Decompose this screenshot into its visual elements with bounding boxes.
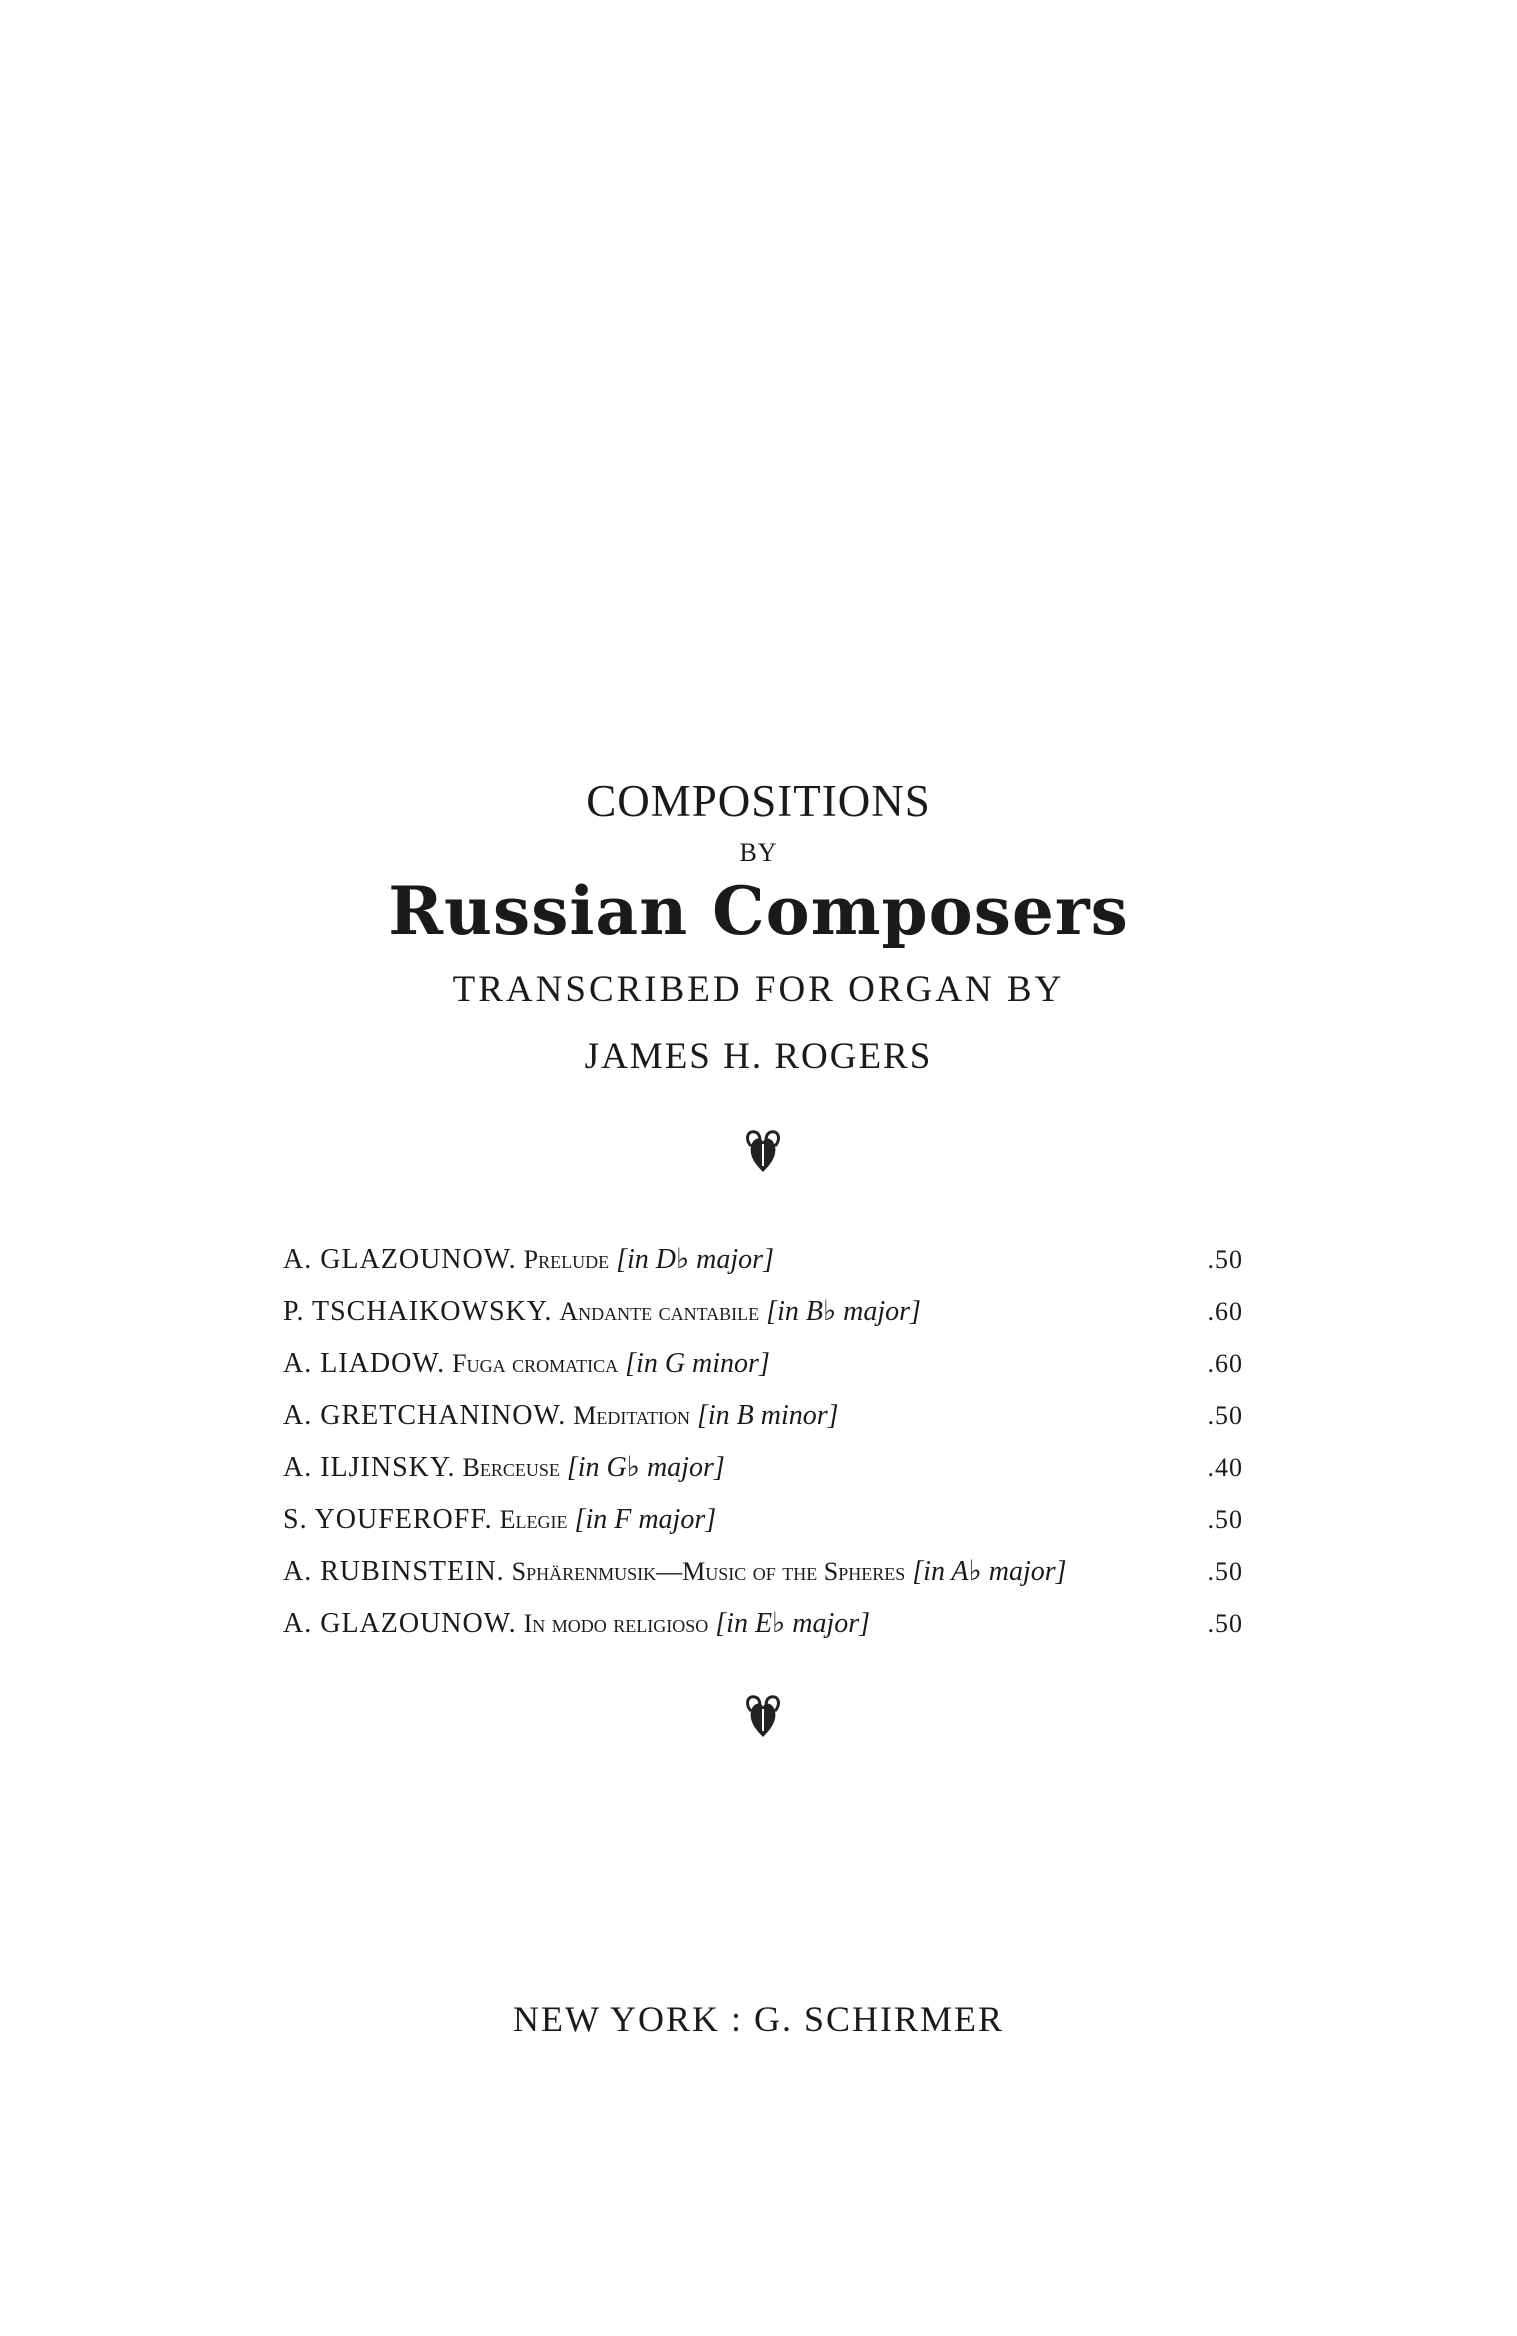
- composer-name: A. RUBINSTEIN.: [283, 1556, 505, 1587]
- floral-ornament-icon: [733, 1685, 793, 1745]
- price: .50: [1207, 1245, 1243, 1274]
- composer-name: P. TSCHAIKOWSKY.: [283, 1296, 553, 1327]
- piece-title: Sphärenmusik—Music of the Spheres: [511, 1557, 906, 1586]
- price: .50: [1207, 1401, 1243, 1430]
- composer-name: A. GLAZOUNOW.: [283, 1244, 517, 1275]
- title-transcribed: TRANSCRIBED FOR ORGAN BY: [452, 969, 1065, 1010]
- title-russian-composers: Russian Composers: [388, 872, 1129, 950]
- piece-key: [in B♭ major]: [766, 1296, 921, 1327]
- title-compositions: COMPOSITIONS: [586, 776, 931, 826]
- price: .50: [1207, 1609, 1243, 1638]
- piece-title: In modo religioso: [523, 1609, 709, 1638]
- list-item: [283, 1446, 1243, 1498]
- title-arranger: JAMES H. ROGERS: [584, 1036, 933, 1077]
- piece-key: [in A♭ major]: [912, 1556, 1067, 1587]
- floral-ornament-icon: [733, 1120, 793, 1180]
- list-item: [283, 1342, 1243, 1394]
- list-item: [283, 1238, 1243, 1290]
- composer-name: S. YOUFEROFF.: [283, 1504, 493, 1535]
- list-item: [283, 1394, 1243, 1446]
- price: .60: [1207, 1349, 1243, 1378]
- list-item: [283, 1602, 1243, 1654]
- piece-title: Meditation: [573, 1401, 690, 1430]
- piece-key: [in G minor]: [625, 1348, 770, 1379]
- piece-title: Elegie: [499, 1505, 568, 1534]
- piece-key: [in D♭ major]: [616, 1244, 774, 1275]
- composer-name: A. ILJINSKY.: [283, 1452, 456, 1483]
- piece-title: Andante cantabile: [559, 1297, 760, 1326]
- composer-name: A. GLAZOUNOW.: [283, 1608, 517, 1639]
- publisher-imprint: NEW YORK : G. SCHIRMER: [512, 1999, 1005, 2039]
- piece-title: Fuga cromatica: [452, 1349, 619, 1378]
- price: .40: [1207, 1453, 1243, 1482]
- composer-name: A. LIADOW.: [283, 1348, 446, 1379]
- price: .50: [1207, 1505, 1243, 1534]
- list-item: [283, 1498, 1243, 1550]
- piece-title: Prelude: [523, 1245, 610, 1274]
- piece-key: [in E♭ major]: [715, 1608, 871, 1639]
- price: .60: [1207, 1297, 1243, 1326]
- price: .50: [1207, 1557, 1243, 1586]
- title-by: BY: [739, 838, 778, 867]
- piece-key: [in G♭ major]: [566, 1452, 725, 1483]
- contents-list: [283, 1238, 1243, 1654]
- piece-key: [in F major]: [574, 1504, 717, 1535]
- list-item: [283, 1290, 1243, 1342]
- piece-title: Berceuse: [462, 1453, 560, 1482]
- piece-key: [in B minor]: [696, 1400, 839, 1431]
- list-item: [283, 1550, 1243, 1602]
- composer-name: A. GRETCHANINOW.: [283, 1400, 567, 1431]
